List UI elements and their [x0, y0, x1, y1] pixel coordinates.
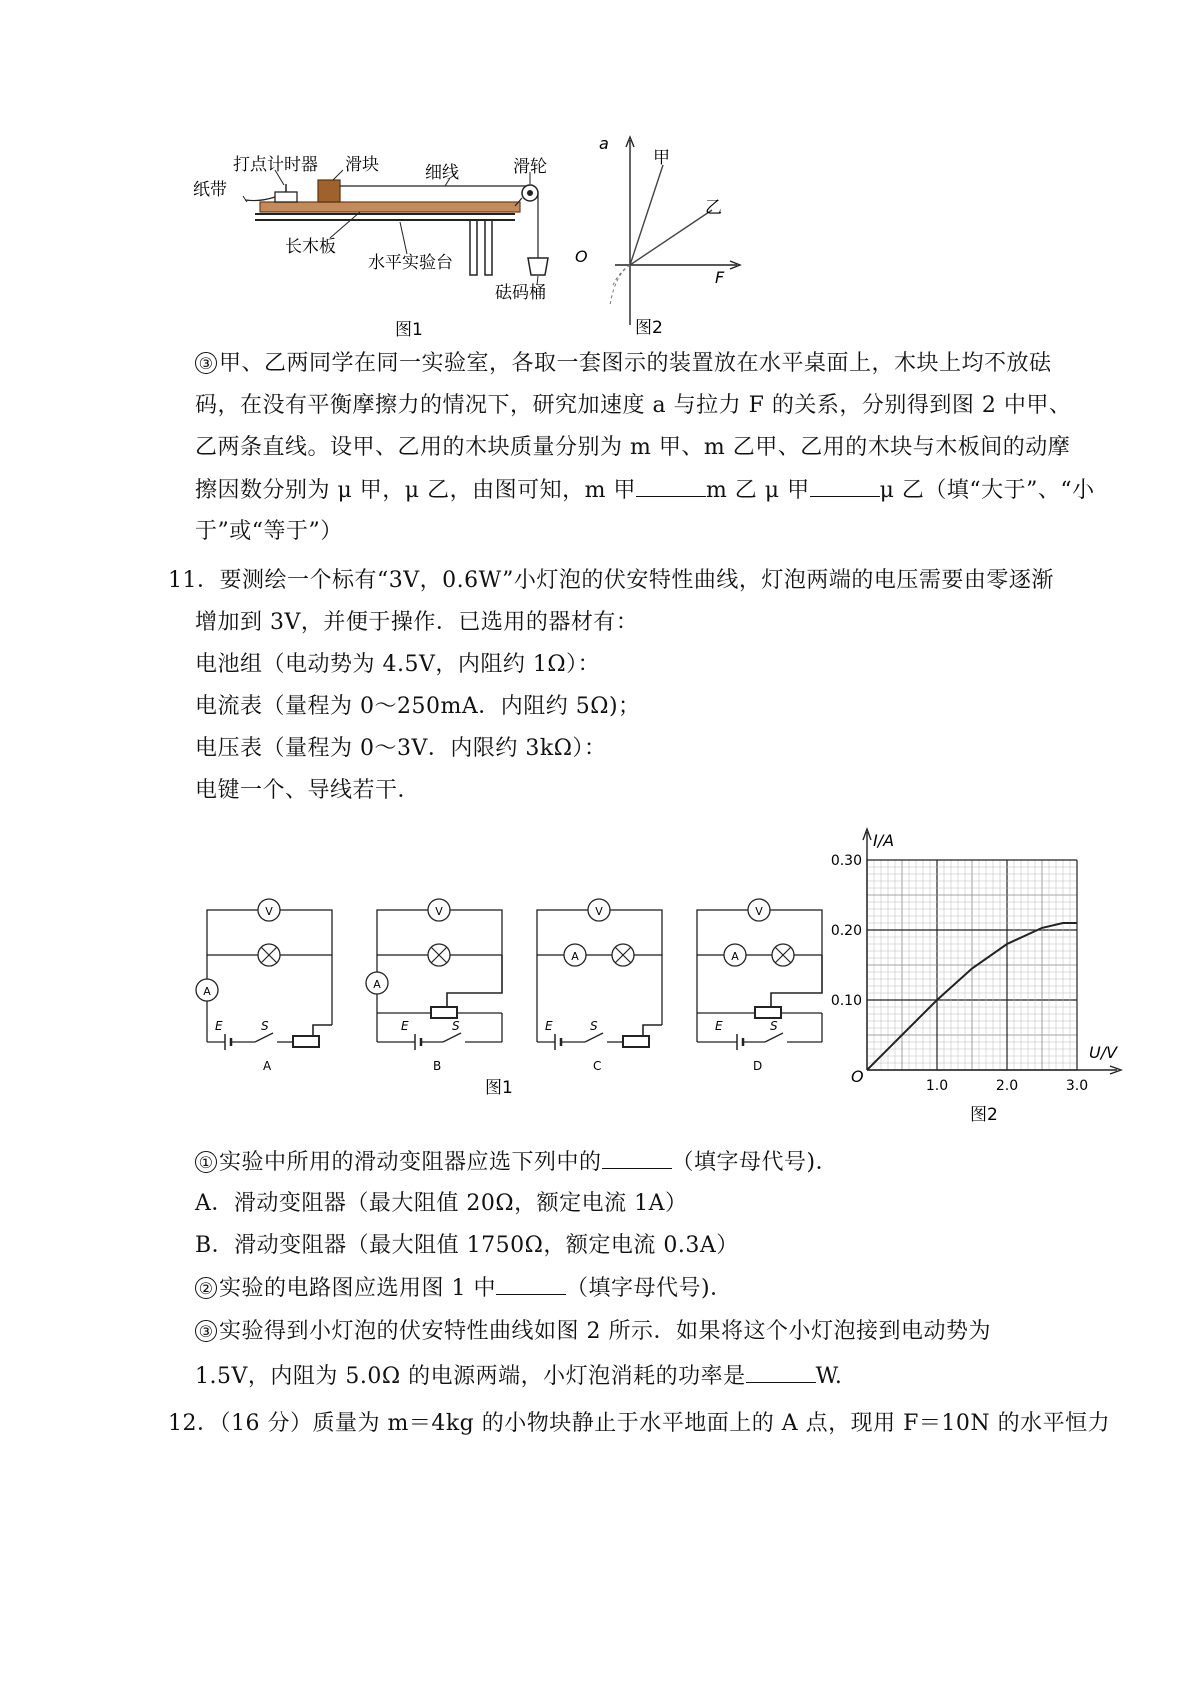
svg-text:E: E — [215, 1019, 223, 1033]
answer-blank-rheostat[interactable] — [602, 1148, 672, 1169]
q10-line-1: ③ 甲、乙两同学在同一实验室，各取一套图示的装置放在水平桌面上，木块上均不放砝 — [195, 350, 1052, 378]
q12-line-1: 12．（16 分）质量为 m＝4kg 的小物块静止于水平地面上的 A 点，现用 F＝10N 的水平恒力 — [168, 1411, 1111, 1436]
answer-blank-mu[interactable] — [810, 476, 880, 497]
label-tape: 纸带 — [193, 180, 227, 200]
svg-text:A: A — [571, 950, 579, 963]
q11-line-3: 电池组（电动势为 4.5V，内阻约 1Ω）： — [195, 652, 601, 677]
option-a: A．滑动变阻器（最大阻值 20Ω，额定电流 1A） — [195, 1191, 688, 1216]
x-tick-label: 2.0 — [995, 1078, 1019, 1094]
svg-text:A: A — [373, 978, 381, 991]
q11-line-6: 电键一个、导线若干． — [195, 778, 421, 803]
apparatus-figure — [185, 140, 585, 340]
circuit-a — [196, 899, 332, 1073]
x-tick-label: 3.0 — [1065, 1078, 1089, 1094]
q11-line-4: 电流表（量程为 0～250mA．内阻约 5Ω)； — [195, 694, 641, 719]
svg-text:V: V — [755, 905, 763, 918]
svg-text:S: S — [770, 1019, 778, 1033]
answer-blank-power[interactable] — [746, 1362, 816, 1383]
label-bucket: 砝码桶 — [495, 283, 546, 303]
q10-line-2: 码，在没有平衡摩擦力的情况下，研究加速度 a 与拉力 F 的关系，分别得到图 2 中甲、 — [195, 393, 1072, 418]
iu-characteristic-graph — [830, 820, 1195, 1130]
circuit-c — [537, 899, 662, 1073]
svg-text:A: A — [731, 950, 739, 963]
axis-f: F — [715, 268, 725, 287]
circuit-label-d: D — [753, 1059, 763, 1073]
origin-o: O — [575, 247, 588, 266]
meter-v-a: V — [265, 905, 273, 918]
circuit-b — [366, 899, 502, 1073]
q11-line-5: 电压表（量程为 0～3V．内限约 3kΩ）： — [195, 736, 607, 761]
q11-sub3-line1: ③ 实验得到小灯泡的伏安特性曲线如图 2 所示．如果将这个小灯泡接到电动势为 — [195, 1318, 991, 1346]
svg-text:V: V — [595, 905, 603, 918]
svg-text:S: S — [452, 1019, 460, 1033]
label-yi: 乙 — [705, 198, 722, 218]
svg-text:E: E — [545, 1019, 553, 1033]
q11-line-1: 11．要测绘一个标有“3V，0.6W”小灯泡的伏安特性曲线，灯泡两端的电压需要由零逐渐 — [168, 568, 1054, 593]
y-tick-label: 0.20 — [830, 923, 862, 939]
circuit-diagrams — [185, 885, 835, 1105]
q11-sub2: ② 实验的电路图应选用图 1 中 （填字母代号)． — [195, 1274, 733, 1303]
circuit-label-b: B — [433, 1059, 442, 1073]
q10-line-5: 于”或“等于”） — [195, 519, 343, 544]
svg-text:S: S — [590, 1019, 598, 1033]
line-jia — [630, 165, 663, 265]
a-f-graph — [575, 125, 755, 340]
fig2-caption: 图2 — [635, 318, 663, 338]
q11-sub3-line2: 1.5V，内阻为 5.0Ω 的电源两端，小灯泡消耗的功率是 W. — [195, 1364, 843, 1389]
q11-sub1: ① 实验中所用的滑动变阻器应选下列中的 （填字母代号)． — [195, 1148, 838, 1177]
svg-text:S: S — [261, 1019, 269, 1033]
line-yi — [630, 210, 712, 265]
iu-fig-caption: 图2 — [970, 1105, 998, 1125]
q10-line-4: 擦因数分别为 μ 甲，μ 乙，由图可知，m 甲 m 乙 μ 甲 μ 乙（填“大于”、“小 — [195, 478, 1095, 503]
label-board: 长木板 — [285, 237, 336, 257]
label-jia: 甲 — [653, 148, 670, 168]
svg-text:E: E — [401, 1019, 409, 1033]
axis-a: a — [599, 134, 609, 153]
q11-number: 11． — [168, 568, 220, 593]
circuit-d — [697, 899, 822, 1073]
label-block: 滑块 — [345, 155, 379, 175]
meter-a-a: A — [203, 985, 211, 998]
label-string: 细线 — [425, 163, 459, 183]
q11-line-2: 增加到 3V，并便于操作．已选用的器材有： — [195, 610, 639, 635]
axis-u: U/V — [1089, 1043, 1118, 1062]
q10-line-3: 乙两条直线。设甲、乙用的木块质量分别为 m 甲、m 乙甲、乙用的木块与木板间的动摩 — [195, 435, 1071, 460]
y-tick-label: 0.30 — [830, 853, 862, 869]
answer-blank-mass[interactable] — [636, 476, 706, 497]
label-timer: 打点计时器 — [233, 155, 318, 175]
answer-blank-circuit[interactable] — [496, 1274, 566, 1295]
svg-text:V: V — [435, 905, 443, 918]
axis-i: I/A — [873, 831, 895, 850]
label-table: 水平实验台 — [368, 253, 453, 273]
circuit-label-c: C — [593, 1059, 602, 1073]
option-b: B．滑动变阻器（最大阻值 1750Ω，额定电流 0.3A） — [195, 1233, 739, 1258]
circuit-label-a: A — [263, 1059, 272, 1073]
circuit-fig-caption: 图1 — [485, 1078, 513, 1098]
origin-o-2: O — [851, 1067, 864, 1086]
y-tick-label: 0.10 — [830, 993, 862, 1009]
label-pulley: 滑轮 — [513, 157, 547, 177]
q12-number: 12． — [168, 1411, 220, 1436]
x-tick-label: 1.0 — [925, 1078, 949, 1094]
svg-text:E: E — [715, 1019, 723, 1033]
circle-3: ③ — [195, 352, 217, 374]
fig1-caption: 图1 — [395, 320, 423, 340]
